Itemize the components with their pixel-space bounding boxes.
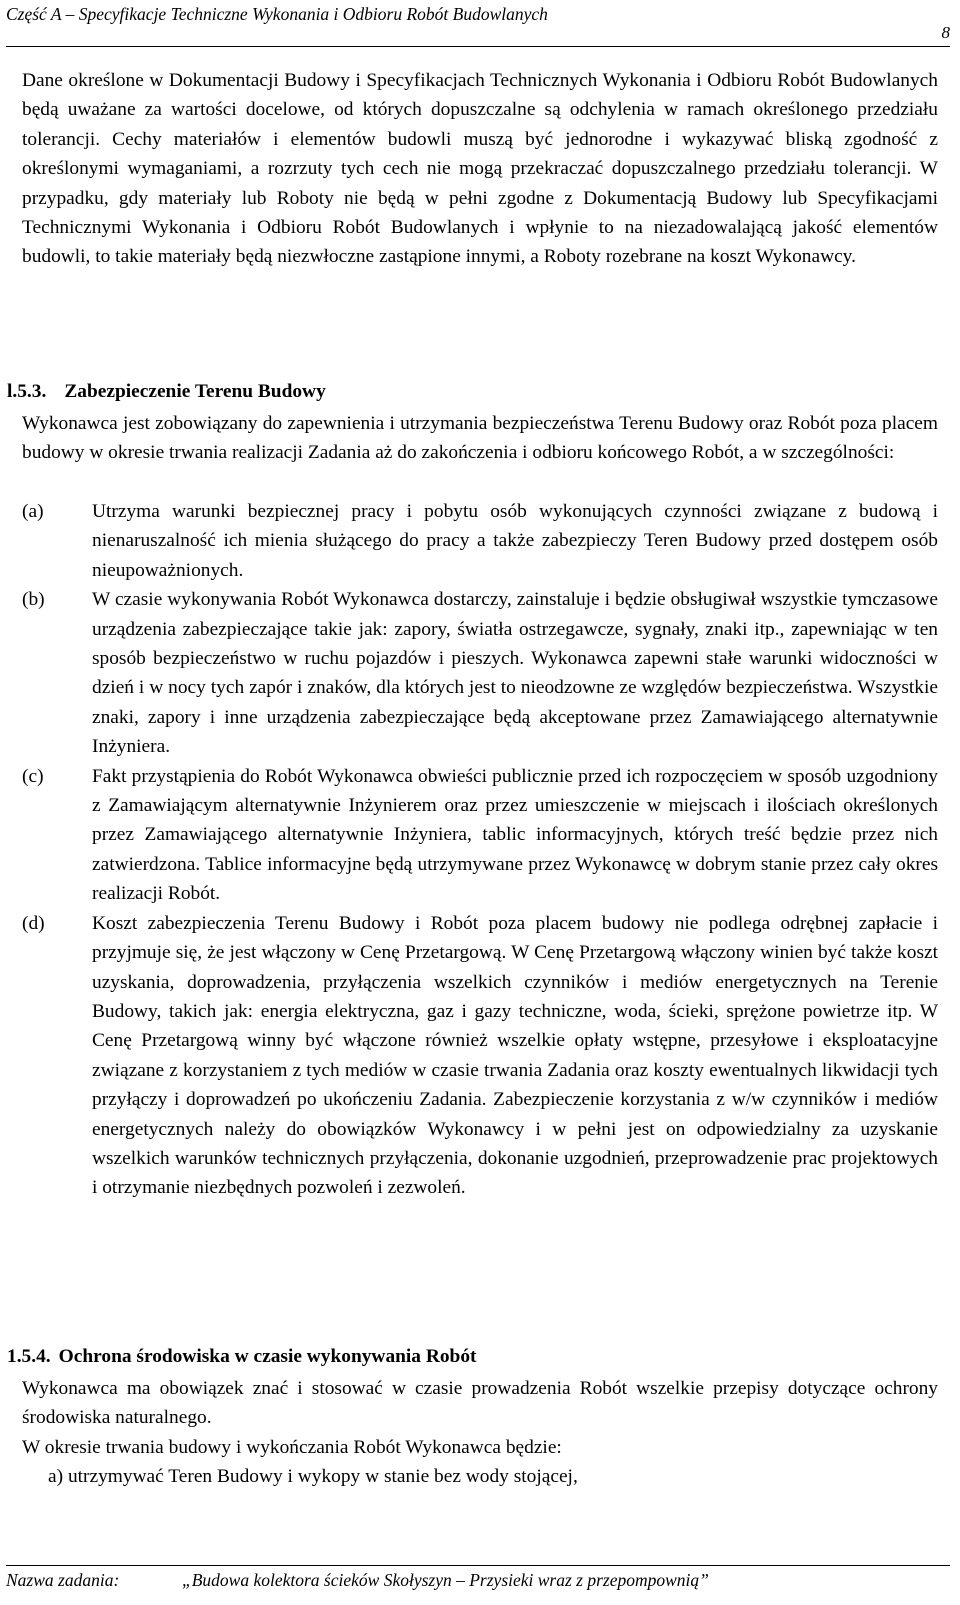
section-number: 1.5.4. — [7, 1346, 51, 1367]
section-154-body — [22, 1374, 938, 1492]
footer-task-name: „Budowa kolektora ścieków Skołyszyn – Przysieki wraz z przepompownią” — [182, 1570, 709, 1590]
section-number: l.5.3. — [7, 381, 47, 402]
footer-text — [6, 1570, 950, 1591]
list-item — [22, 762, 938, 909]
footer-label: Nazwa zadania: — [6, 1570, 120, 1590]
section-154-paragraph: W okresie trwania budowy i wykończania Robót Wykonawca będzie: — [22, 1436, 562, 1458]
header-title: Część A – Specyfikacje Techniczne Wykonania i Odbioru Robót Budowlanych — [6, 4, 548, 24]
list-item-marker: (c) — [22, 765, 44, 787]
section-153-body — [22, 409, 938, 468]
intro-paragraph: Dane określone w Dokumentacji Budowy i Specyfikacjach Technicznych Wykonania i Odbioru Robót Budowlanych będą uważane za wartości docelowe, od których dopuszczalne są odchylenia w ramach określonego przedziału tolerancji. Cechy materiałów i elementów budowli muszą być jednorodne i wykazywać bliską zgodność z określonymi wymaganiami, a rozrzuty tych cech nie mogą przekraczać dopuszczalnego przedziału tolerancji. W przypadku, gdy materiały lub Roboty nie będą w pełni zgodne z Dokumentacją Budowy lub Specyfikacjami Technicznymi Wykonania i Odbioru Robót Budowlanych i wpłynie to na niezadowalającą jakość elementów budowli, to takie materiały będą niezwłoczne zastąpione innymi, a Roboty rozebrane na koszt Wykonawcy. — [22, 70, 938, 268]
list-item-marker: (d) — [22, 912, 45, 934]
list-item-text: Utrzyma warunki bezpiecznej pracy i pobytu osób wykonujących czynności związane z budową i nienaruszalność ich mienia służącego do pracy a także zabezpieczy Teren Budowy przed dostępem osób nieupoważnionych. — [92, 501, 938, 581]
list-item-marker: (a) — [22, 501, 44, 522]
list-item-marker: (b) — [22, 589, 45, 611]
list-item — [22, 497, 938, 585]
footer-divider — [6, 1565, 950, 1566]
page-footer — [6, 1565, 950, 1591]
section-153-intro: Wykonawca jest zobowiązany do zapewnienia i utrzymania bezpieczeństwa Terenu Budowy oraz Robót poza placem budowy w okresie trwania realizacji Zadania aż do zakończenia i odbioru końcowego Robót, a w szczególności: — [22, 413, 938, 464]
header-divider — [6, 46, 950, 47]
intro-block — [22, 66, 938, 272]
section-154-paragraph: Wykonawca ma obowiązek znać i stosować w czasie prowadzenia Robót wszelkie przepisy dotyczące ochrony środowiska naturalnego. — [22, 1378, 938, 1429]
section-title: Ochrona środowiska w czasie wykonywania Robót — [58, 1346, 477, 1367]
section-heading-154 — [7, 1346, 477, 1368]
list-item-text: utrzymywać Teren Budowy i wykopy w stanie bez wody stojącej, — [67, 1466, 578, 1488]
list-item — [22, 909, 938, 1203]
list-item — [22, 585, 938, 761]
page-header — [6, 0, 950, 40]
page-number: 8 — [941, 23, 950, 42]
section-heading-153 — [7, 381, 326, 403]
list-item — [22, 1462, 938, 1491]
list-item-text: Koszt zabezpieczenia Terenu Budowy i Robót poza placem budowy nie podlega odrębnej zapłacie i przyjmuje się, że jest włączony w Cenę Przetargową. W Cenę Przetargową włączony winien być także koszt uzyskania, doprowadzenia, przyłączenia wszelkich czynników i mediów energetycznych na Terenie Budowy, takich jak: energia elektryczna, gaz i gazy techniczne, woda, ścieki, sprężone powietrze itp. W Cenę Przetargową winny być włączone również wszelkie opłaty wstępne, przesyłowe i eksploatacyjne związane z korzystaniem z tych mediów w czasie trwania Zadania oraz koszty ewentualnych likwidacji tych przyłączy i doprowadzeń po ukończeniu Zadania. Zabezpieczenie korzystania z w/w czynników i mediów energetycznych należy do obowiązków Wykonawcy i w pełni jest on odpowiedzialny za uzyskanie wszelkich warunków technicznych przyłączenia, dokonanie uzgodnień, przeprowadzenie prac projektowych i otrzymanie niezbędnych pozwoleń i zezwoleń. — [92, 912, 938, 1199]
section-153-list — [22, 497, 938, 1203]
section-title: Zabezpieczenie Terenu Budowy — [64, 381, 326, 402]
list-item-text: W czasie wykonywania Robót Wykonawca dostarczy, zainstaluje i będzie obsługiwał wszystkie tymczasowe urządzenia zabezpieczające takie jak: zapory, światła ostrzegawcze, sygnały, znaki itp., zapewniając w ten sposób bezpieczeństwo w ruchu pojazdów i pieszych. Wykonawca zapewni stałe warunki widoczności w dzień i w nocy tych zapór i znaków, dla których jest to nieodzowne ze względów bezpieczeństwa. Wszystkie znaki, zapory i inne urządzenia zabezpieczające będą akceptowane przez Zamawiającego alternatywnie Inżyniera. — [92, 589, 938, 758]
list-item-marker: a) — [48, 1466, 64, 1488]
list-item-text: Fakt przystąpienia do Robót Wykonawca obwieści publicznie przed ich rozpoczęciem w sposób uzgodniony z Zamawiającym alternatywnie Inżynierem oraz przez umieszczenie w miejscach i ilościach określonych przez Zamawiającego alternatywnie Inżyniera, tablic informacyjnych, których treść będzie przez nich zatwierdzona. Tablice informacyjne będą utrzymywane przez Wykonawcę w dobrym stanie przez cały okres realizacji Robót. — [92, 765, 938, 905]
